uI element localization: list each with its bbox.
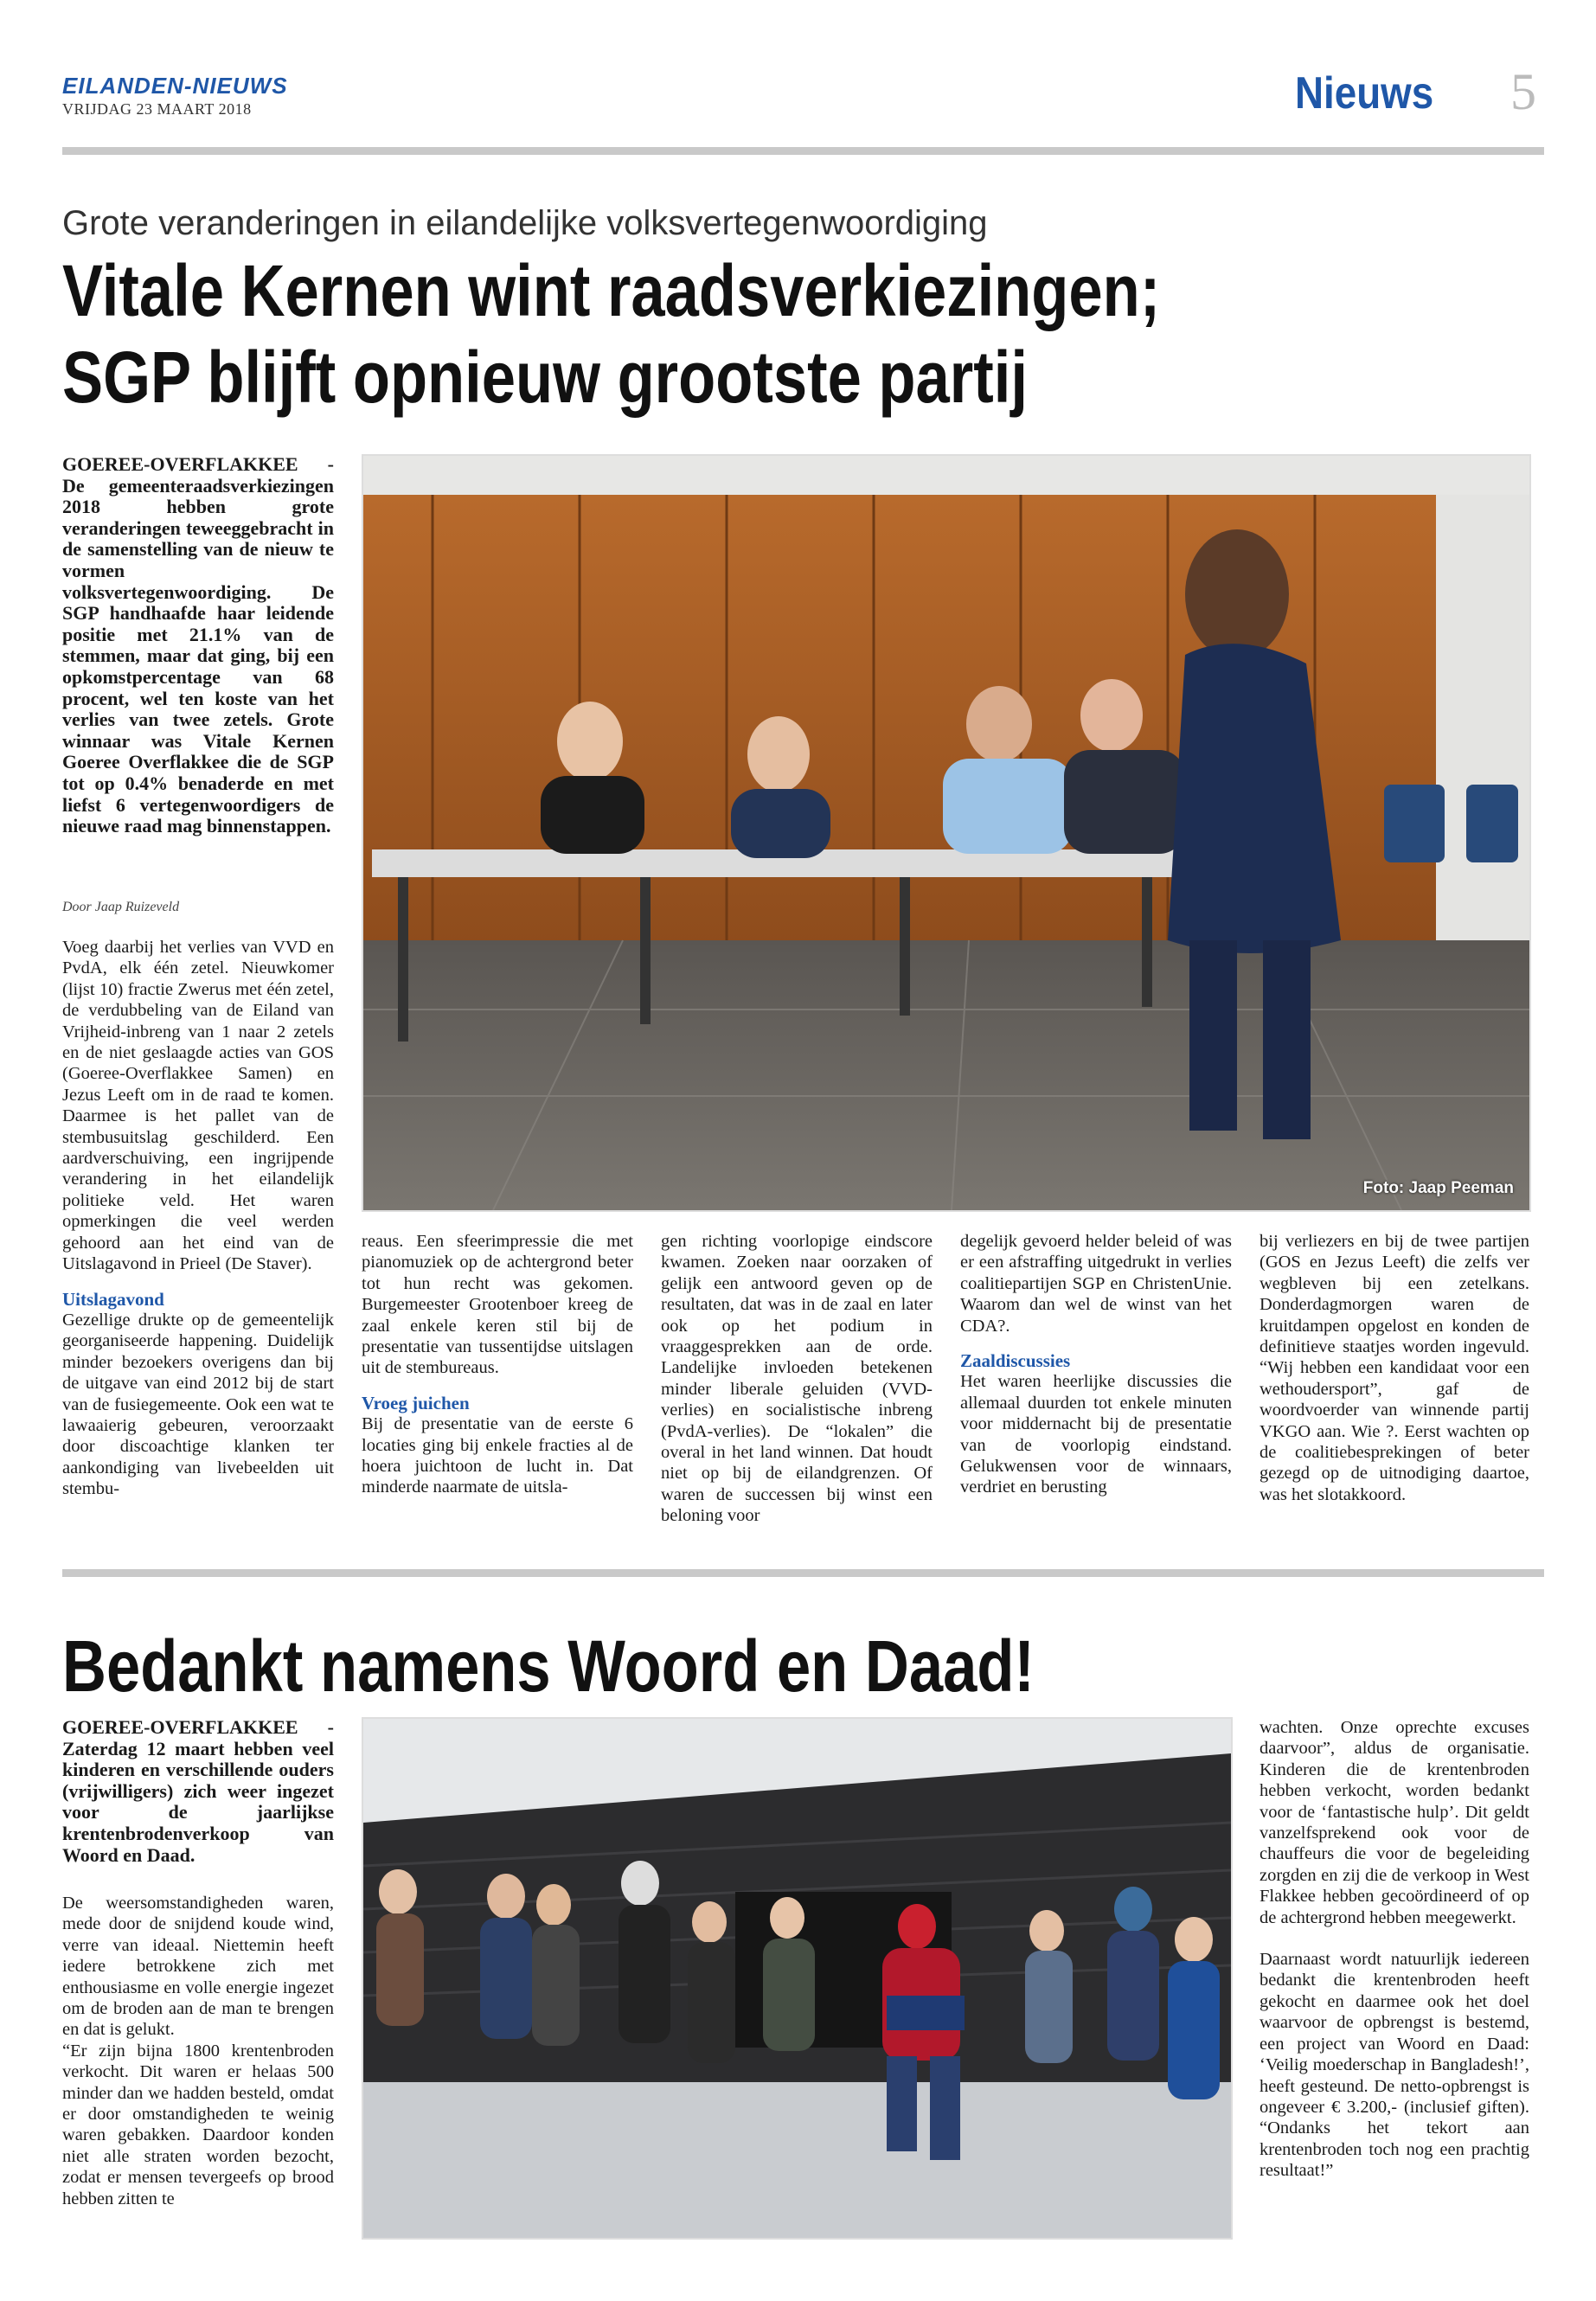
article-divider: [62, 1569, 1544, 1577]
children-volunteers-photo: [362, 1717, 1233, 2240]
article1-col2-paragraph1: reaus. Een sfeerimpressie die met pianomuziek op de achtergrond beter tot hun recht was gekomen. Burgemeester Grootenboer kreeg de zaal enkele keren stil bij de presentatie van tussentijdse uitslagen uit de stembureaus.: [362, 1232, 633, 1378]
article1-lead: GOEREE-OVERFLAKKEE - De gemeenteraadsverkiezingen 2018 hebben grote veranderingen teweeggebracht in de samenstelling van de nieuw te vormen volksvertegenwoordiging. De SGP handhaafde haar leidende positie met 21.1% van de stemmen, maar dat ging, bij een opkomstpercentage van 68 procent, wel ten koste van het verlies van twee zetels. Grote winnaar was Vitale Kernen Goeree Overflakkee die de SGP tot op 0.4% benaderde en met liefst 6 vertegenwoordigers de nieuwe raad mag binnenstappen.: [62, 453, 334, 837]
article2-column-1: [62, 1893, 334, 2209]
article1-column-3: [661, 1231, 933, 1527]
masthead-logo: EILANDEN-NIEUWS: [62, 73, 288, 99]
polling-station-illustration: [363, 456, 1529, 1210]
article1-column-2: [362, 1231, 633, 1498]
article1-headline-line2: SGP blijft opnieuw grootste partij: [62, 336, 1028, 418]
article1-col4-paragraph1: degelijk gevoerd helder beleid of was er een afstraffing uitgedrukt in verlies coalitiepartijen SGP en ChristenUnie. Waarom dan wel de winst van het CDA?.: [960, 1232, 1232, 1336]
article2-column-2: [1259, 1717, 1529, 2182]
top-divider: [62, 147, 1544, 155]
issue-date: VRIJDAG 23 MAART 2018: [62, 100, 252, 118]
article2-col2-paragraph1: wachten. Onze oprechte excuses daarvoor”, aldus de organisatie. Kinderen die de krentenbroden hebben verkocht, worden bedankt voor de ‘fantastische hulp’. Dit geldt vanzelfsprekend ook voor de chauffeurs die voor de begeleiding zorgden en zij die de verkoop in West Flakkee hebben gecoördineerd of op de achtergrond hebben meegewerkt.: [1259, 1718, 1529, 1927]
article2-headline: Bedankt namens Woord en Daad!: [62, 1625, 1035, 1707]
polling-station-photo: [362, 454, 1531, 1212]
photo-credit: Foto: Jaap Peeman: [1362, 1179, 1514, 1197]
article1-headline-line1: Vitale Kernen wint raadsverkiezingen;: [62, 250, 1161, 331]
article1-column-4: [960, 1231, 1232, 1498]
article1-byline: Door Jaap Ruizeveld: [62, 900, 180, 914]
article2-lead: GOEREE-OVERFLAKKEE - Zaterdag 12 maart hebben veel kinderen en verschillende ouders (vrijwilligers) zich weer ingezet voor de jaarlijkse krentenbrodenverkoop van Woord en Daad.: [62, 1716, 334, 1866]
subhead-vroeg-juichen: Vroeg juichen: [362, 1392, 470, 1413]
article1-col3-paragraph1: gen richting voorlopige eindscore kwamen. Zoeken naar oorzaken of gelijk een antwoord geven op de resultaten, dat was in de zaal en later ook op het podium in vraaggesprekken aan de orde. Landelijke invloeden betekenen minder liberale geluiden (VVD-verlies) en socialistische inbreng (PvdA-verlies). De “lokalen” die overal in het land winnen. Dat houdt niet op bij de eilandgrenzen. Of waren de successen bij winst een beloning voor: [661, 1232, 933, 1526]
article1-col5-paragraph1: bij verliezers en bij de twee partijen (GOS en Jezus Leeft) die zelfs ver wegbleven bij een zetelkans. Donderdagmorgen waren de kruitdampen opgelost en konden de definitieve staatjes worden ingevuld. “Wij hebben een kandidaat voor een wethoudersport”, gaf de woordvoerder van winnende partij VKGO aan. Wie ?. Eerst wachten op de coalitiebesprekingen of beter gezegd op de uitnodiging daartoe, was het slotakkoord.: [1259, 1232, 1529, 1504]
article1-column-5: [1259, 1231, 1529, 1505]
article2-col1-paragraph1: De weersomstandigheden waren, mede door de snijdend koude wind, verre van ideaal. Niettemin heeft iedere betrokkene zich met enthousiasme en volle energie ingezet om de broden aan de man te brengen en dat is gelukt.: [62, 1894, 334, 2040]
article1-col4-paragraph2: Het waren heerlijke discussies die allemaal duurden tot enkele minuten voor middernacht bij de presentatie van de voorlopig eindstand. Gelukwensen voor de winnaars, verdriet en berusting: [960, 1372, 1232, 1497]
subhead-uitslagavond: Uitslagavond: [62, 1288, 164, 1310]
section-title: Nieuws: [1295, 68, 1434, 119]
subhead-zaaldiscussies: Zaaldiscussies: [960, 1350, 1071, 1372]
article1-col1-paragraph1: Voeg daarbij het verlies van VVD en PvdA, elk één zetel. Nieuwkomer (lijst 10) fractie Zwerus met één zetel, de verdubbeling van de Eiland van Vrijheid-inbreng van 1 naar 2 zetels en de niet geslaagde acties van GOS (Goeree-Overflakkee Samen) en Jezus Leeft om in de raad te komen. Daarmee is het pallet van de stembusuitslag geschilderd. Een aardverschuiving, een ingrijpende verandering in het eilandelijk politieke veld. Het waren opmerkingen die veel werden gehoord aan het eind van de Uitslagavond in Prieel (De Staver).: [62, 938, 334, 1274]
article1-kicker: Grote veranderingen in eilandelijke volksvertegenwoordiging: [62, 204, 988, 242]
article2-col1-paragraph2: “Er zijn bijna 1800 krentenbroden verkocht. Dit waren er helaas 500 minder dan we hadden besteld, omdat er door omstandigheden te weinig waren gebakken. Daardoor konden niet alle straten worden bezocht, zodat er mensen tevergeefs op brood hebben zitten te: [62, 2041, 334, 2208]
page-number: 5: [1510, 63, 1536, 120]
article1-col2-paragraph2: Bij de presentatie van de eerste 6 locaties ging bij enkele fracties al de hoera juichtoon de lucht in. Dat minderde naarmate de uitsla-: [362, 1414, 633, 1497]
article1-column-1: [62, 937, 334, 1500]
children-photo-illustration: [363, 1719, 1231, 2238]
article1-col1-paragraph2: Gezellige drukte op de gemeentelijk georganiseerde happening. Duidelijk minder bezoekers overigens dan bij de uitgave van eind 2012 bij de start van de fusiegemeente. Ook een wat te lawaaierig gebeuren, veroorzaakt door discoachtige klanken ter aankondiging van livebeelden uit stembu-: [62, 1310, 334, 1499]
article2-col2-paragraph2: Daarnaast wordt natuurlijk iedereen bedankt die krentenbroden heeft gekocht en daarmee ook het doel waarvoor de opbrengst is bestemd, een project van Woord en Daad: ‘Veilig moederschap in Bangladesh!’, heeft gesteund. De netto-opbrengst is ongeveer € 3.200,- (inclusief giften). “Ondanks het tekort aan krentenbroden toch nog een prachtig resultaat!”: [1259, 1950, 1529, 2181]
